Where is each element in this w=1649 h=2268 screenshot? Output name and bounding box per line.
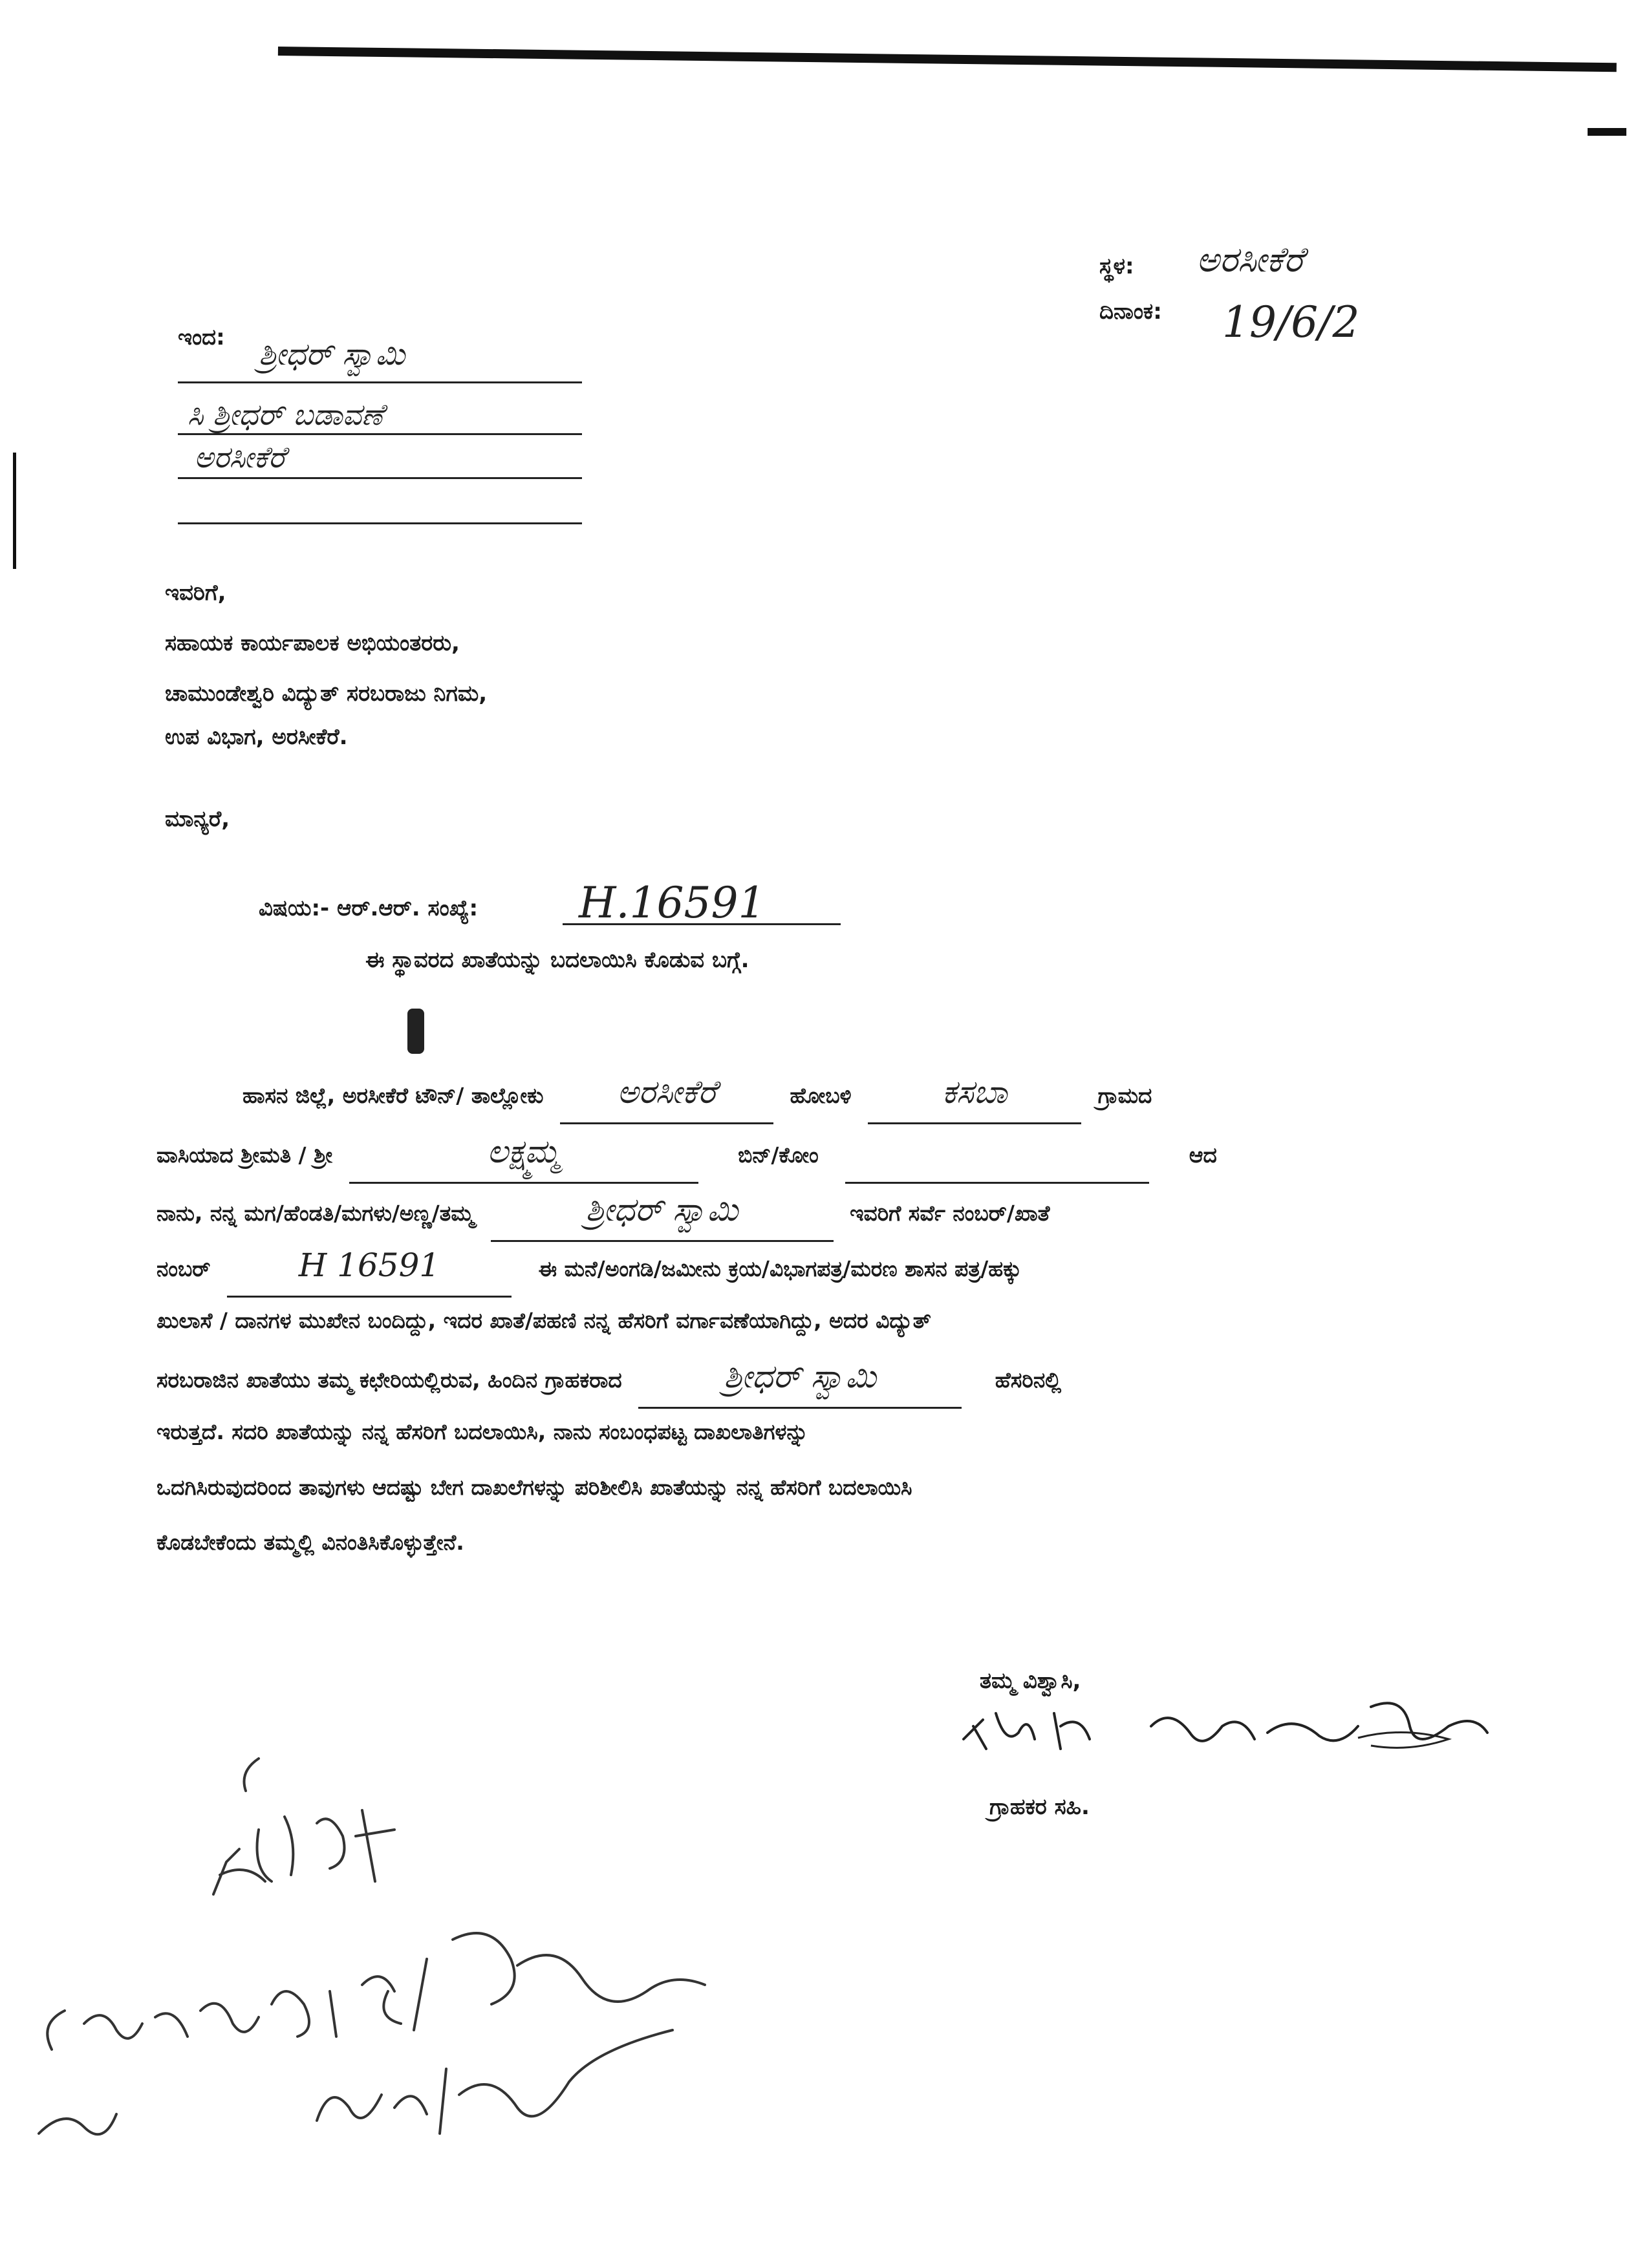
body-l3-blank-1 [491,1183,834,1242]
body-l4-a: ನಂಬರ್ [156,1256,211,1281]
body-l1-h1: ಅರಸೀಕೆರೆ [617,1073,717,1111]
body-l3-h1: ಶ್ರೀಧರ್ ಸ್ವಾಮಿ [585,1191,738,1228]
body-line-7: ಇರುತ್ತದೆ. ಸದರಿ ಖಾತೆಯನ್ನು ನನ್ನ ಹೆಸರಿಗೆ ಬದಲಾಯಿಸಿ, ನಾನು ಸಂಬಂಧಪಟ್ಟ ದಾಖಲಾತಿಗಳನ್ನು [156,1419,808,1444]
signature-caption: ಗ್ರಾಹಕರ ಸಹಿ. [989,1794,1090,1820]
body-line-8: ಒದಗಿಸಿರುವುದರಿಂದ ತಾವುಗಳು ಆದಷ್ಟು ಬೇಗ ದಾಖಲೆಗಳನ್ನು ಪರಿಶೀಲಿಸಿ ಖಾತೆಯನ್ನು ನನ್ನ ಹೆಸರಿಗೆ ಬದಲಾಯಿಸಿ [156,1475,912,1500]
body-line-2 [156,1125,1217,1184]
body-line-6 [156,1350,1061,1409]
body-l6-h1: ಶ್ರೀಧರ್ ಸ್ವಾಮಿ [724,1358,877,1395]
subject-line-2: ಈ ಸ್ಥಾವರದ ಖಾತೆಯನ್ನು ಬದಲಾಯಿಸಿ ಕೊಡುವ ಬಗ್ಗೆ. [365,947,749,973]
right-edge-mark [1588,128,1626,136]
body-l2-c: ಆದ [1189,1142,1217,1168]
body-l6-blank-1 [638,1350,962,1409]
closing: ತಮ್ಮ ವಿಶ್ವಾಸಿ, [980,1668,1081,1694]
body-l2-blank-2 [845,1129,1149,1184]
body-line-4 [156,1239,1022,1298]
body-l1-a: ಹಾಸನ ಜಿಲ್ಲೆ, ಅರಸೀಕೆರೆ ಟೌನ್/ ತಾಲ್ಲೋಕು [242,1083,544,1108]
body-l1-blank-1 [560,1065,773,1124]
from-line-2: ಸಿ ಶ್ರೀಧರ್ ಬಡಾವಣೆ [188,397,383,432]
body-l1-blank-2 [868,1065,1081,1124]
to-line-4: ಉಪ ವಿಭಾಗ, ಅರಸೀಕೆರೆ. [165,724,348,750]
date-value: 19/6/2 [1222,297,1360,347]
body-line-3 [156,1183,1050,1242]
body-l6-a: ಸರಬರಾಜಿನ ಖಾತೆಯು ತಮ್ಮ ಕಛೇರಿಯಲ್ಲಿರುವ, ಹಿಂದಿನ ಗ್ರಾಹಕರಾದ [156,1367,622,1393]
from-rule-1 [178,381,582,383]
to-line-1: ಇವರಿಗೆ, [165,580,226,606]
place-value: ಅರಸೀಕೆರೆ [1196,239,1304,280]
from-label: ಇಂದ: [178,325,225,350]
customer-signature [957,1687,1494,1771]
left-edge-mark [13,453,16,569]
body-l2-a: ವಾಸಿಯಾದ ಶ್ರೀಮತಿ / ಶ್ರೀ [156,1142,333,1168]
subject-label: ವಿಷಯ:- ಆರ್.ಆರ್. ಸಂಖ್ಯೆ: [259,895,479,921]
date-label: ದಿನಾಂಕ: [1099,299,1162,325]
to-line-3: ಚಾಮುಂಡೇಶ್ವರಿ ವಿದ್ಯುತ್ ಸರಬರಾಜು ನಿಗಮ, [165,681,488,707]
subject-rr-rule [563,923,841,925]
body-l4-b: ಈ ಮನೆ/ಅಂಗಡಿ/ಜಮೀನು ಕ್ರಯ/ವಿಭಾಗಪತ್ರ/ಮರಣ ಶಾಸನ ಪತ್ರ/ಹಕ್ಕು [538,1256,1022,1281]
body-line-1 [242,1065,1152,1124]
body-l2-blank-1 [349,1125,698,1184]
ink-blot [407,1009,424,1054]
body-l3-b: ಇವರಿಗೆ ಸರ್ವೆ ನಂಬರ್/ಖಾತೆ [850,1201,1050,1226]
body-l1-h2: ಕಸಬಾ [942,1073,1008,1111]
body-l2-h1: ಲಕ್ಷ್ಮಮ್ಮ [487,1133,560,1170]
body-l6-b: ಹೆಸರಿನಲ್ಲಿ [995,1367,1062,1393]
subject-rr-number: H.16591 [579,878,766,928]
to-line-2: ಸಹಾಯಕ ಕಾರ್ಯಪಾಲಕ ಅಭಿಯಂತರರು, [165,630,460,656]
body-l4-h1: H 16591 [298,1246,440,1284]
body-l3-a: ನಾನು, ನನ್ನ ಮಗ/ಹೆಂಡತಿ/ಮಗಳು/ಅಣ್ಣ/ತಮ್ಮ [156,1201,475,1226]
body-l1-c: ಗ್ರಾಮದ [1097,1083,1152,1108]
body-l2-b: ಬಿನ್/ಕೋಂ [738,1142,819,1168]
body-line-9: ಕೊಡಬೇಕೆಂದು ತಮ್ಮಲ್ಲಿ ವಿನಂತಿಸಿಕೊಳ್ಳುತ್ತೇನೆ. [156,1530,464,1555]
body-l1-b: ಹೋಬಳಿ [790,1083,852,1108]
from-rule-3 [178,477,582,479]
top-border-rule [278,47,1617,72]
body-line-5: ಖುಲಾಸೆ / ದಾನಗಳ ಮುಖೇನ ಬಂದಿದ್ದು, ಇದರ ಖಾತೆ/ಪಹಣಿ ನನ್ನ ಹೆಸರಿಗೆ ವರ್ಗಾವಣೆಯಾಗಿದ್ದು, ಅದರ ವಿದ್ಯುತ್ [156,1308,931,1333]
handwritten-office-note [26,1746,737,2159]
from-line-1: ಶ್ರೀಧರ್ ಸ್ವಾಮಿ [259,336,405,372]
place-label: ಸ್ಥಳ: [1099,253,1134,279]
from-rule-2 [178,433,582,435]
salutation: ಮಾನ್ಯರೆ, [165,806,230,832]
body-l4-blank-1 [227,1239,512,1298]
from-line-3: ಅರಸೀಕೆರೆ [194,440,286,475]
from-rule-4 [178,522,582,524]
